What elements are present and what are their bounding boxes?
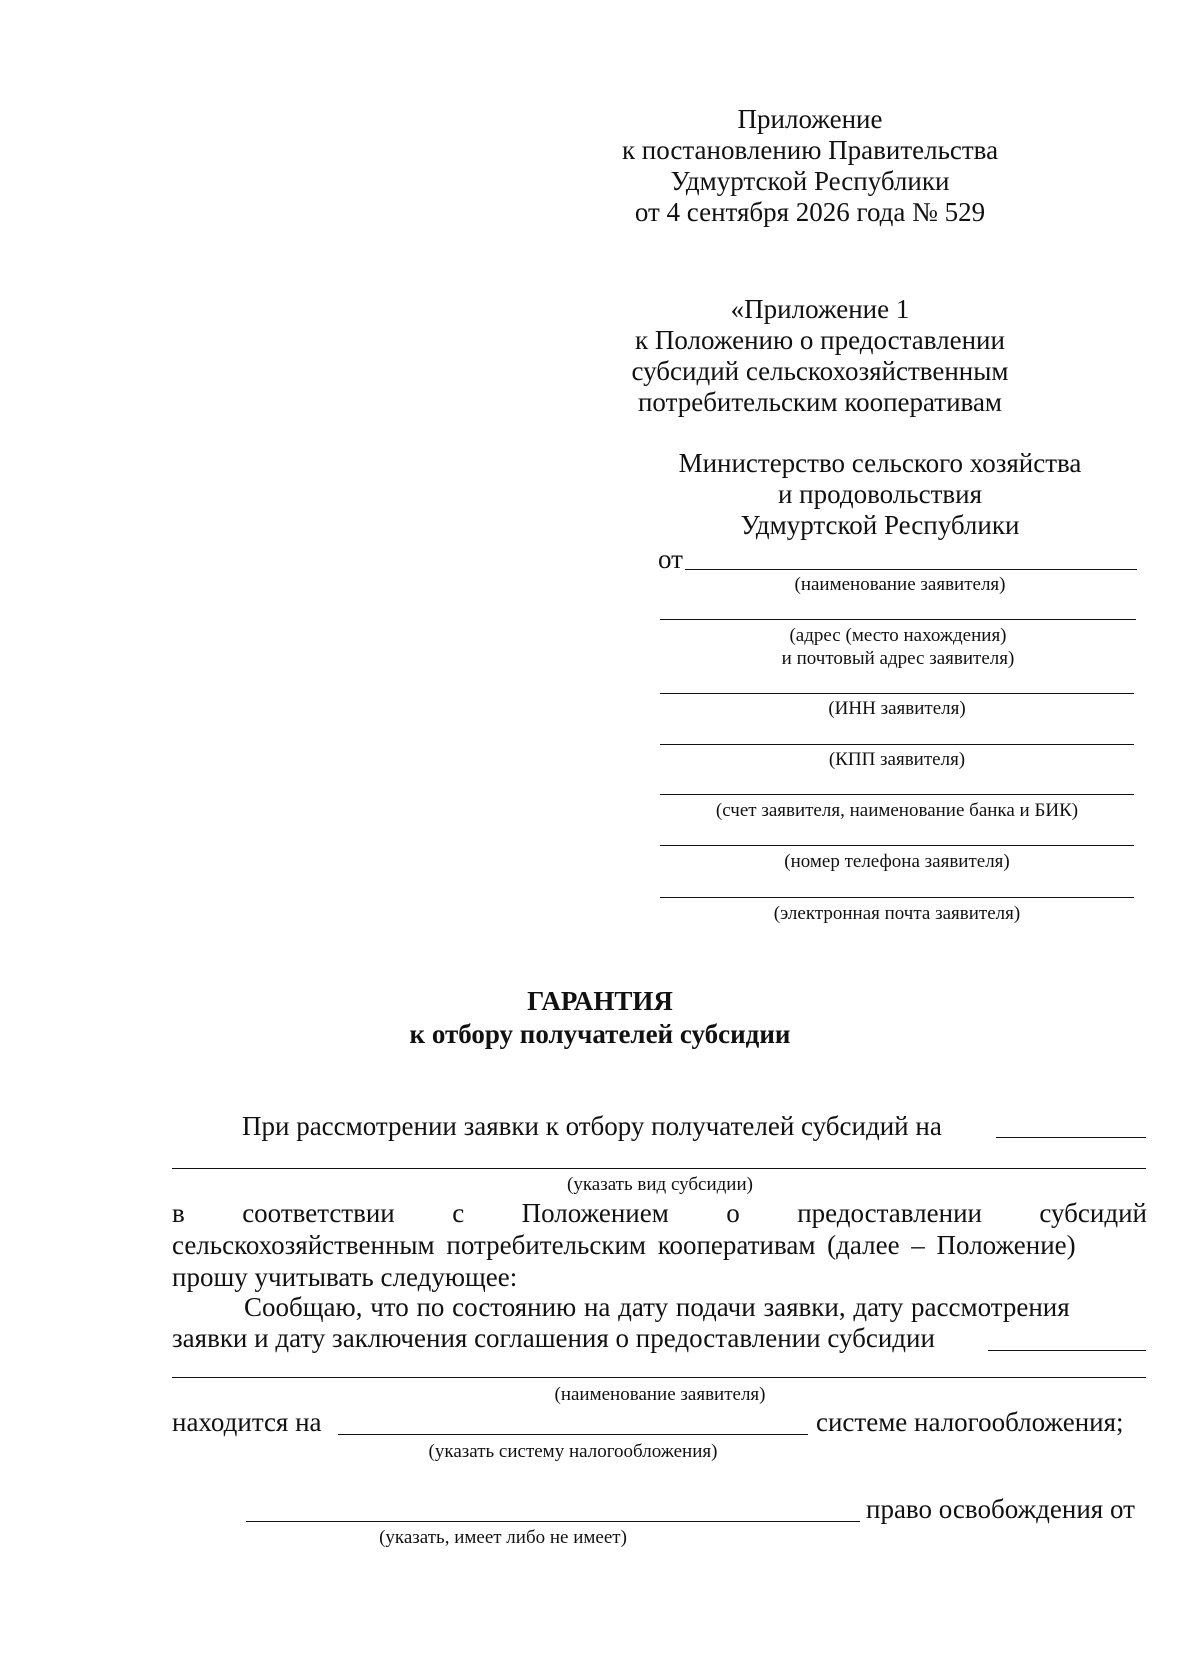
applicant-inn-caption: (ИНН заявителя) xyxy=(828,698,966,719)
word: предоставлении xyxy=(797,1198,982,1228)
applicant-inn-line[interactable] xyxy=(660,693,1134,694)
word: с xyxy=(452,1198,465,1228)
applicant-phone-caption: (номер телефона заявителя) xyxy=(784,851,1010,872)
tax-system-caption: (указать систему налогообложения) xyxy=(428,1441,718,1462)
applicant-name-line-end[interactable] xyxy=(988,1350,1146,1351)
applicant-account-caption: (счет заявителя, наименование банка и БИК) xyxy=(715,800,1079,821)
applicant-kpp-caption: (КПП заявителя) xyxy=(828,749,966,770)
tax-suffix: системе налогообложения; xyxy=(816,1407,1124,1437)
regulation-appendix-header xyxy=(610,294,1030,418)
applicant-name-caption: (наименование заявителя) xyxy=(794,574,1006,595)
paragraph-1-line-4: прошу учитывать следующее: xyxy=(172,1262,518,1292)
exemption-suffix: право освобождения от xyxy=(866,1494,1135,1524)
from-label: от xyxy=(658,544,683,574)
applicant-address-line[interactable] xyxy=(660,619,1136,620)
exemption-caption: (указать, имеет либо не имеет) xyxy=(379,1527,627,1548)
word: Положением xyxy=(521,1198,669,1228)
addressee-line-1: Министерство сельского хозяйства xyxy=(678,448,1082,478)
paragraph-2-line-1: Сообщаю, что по состоянию на дату подачи заявки, дату рассмотрения xyxy=(244,1292,1070,1322)
paragraph-2-line-2: заявки и дату заключения соглашения о предоставлении субсидии xyxy=(172,1323,935,1353)
header-line-4: от 4 сентября 2026 года № 529 xyxy=(634,197,986,227)
header-line-2: к постановлению Правительства xyxy=(621,135,999,165)
addressee-block xyxy=(640,448,1120,541)
applicant-name-line-body[interactable] xyxy=(172,1377,1146,1378)
paragraph-1-line-2 xyxy=(172,1198,1147,1229)
appendix-line-3: субсидий сельскохозяйственным xyxy=(631,356,1009,386)
header-line-3: Удмуртской Республики xyxy=(670,166,950,196)
applicant-email-line[interactable] xyxy=(660,897,1134,898)
paragraph-1-line-3: сельскохозяйственным потребительским кооперативам (далее – Положение) xyxy=(172,1230,1076,1260)
appendix-line-4: потребительским кооперативам xyxy=(637,387,1003,417)
applicant-account-line[interactable] xyxy=(660,794,1134,795)
applicant-phone-line[interactable] xyxy=(660,845,1134,846)
word: о xyxy=(726,1198,740,1228)
appendix-line-1: «Приложение 1 xyxy=(730,294,910,324)
addressee-line-3: Удмуртской Республики xyxy=(740,510,1020,540)
tax-prefix: находится на xyxy=(172,1407,322,1437)
address-caption-line-1: (адрес (место нахождения) xyxy=(789,625,1007,646)
document-subtitle: к отбору получателей субсидии xyxy=(409,1019,791,1049)
tax-system-line[interactable] xyxy=(338,1434,808,1435)
document-title: ГАРАНТИЯ xyxy=(527,986,673,1016)
subsidy-type-line[interactable] xyxy=(172,1168,1146,1169)
exemption-line[interactable] xyxy=(246,1521,860,1522)
applicant-kpp-line[interactable] xyxy=(660,744,1134,745)
applicant-email-caption: (электронная почта заявителя) xyxy=(773,903,1021,924)
header-line-1: Приложение xyxy=(737,104,883,134)
subsidy-type-caption: (указать вид субсидии) xyxy=(567,1174,753,1195)
applicant-name-line[interactable] xyxy=(685,569,1137,570)
applicant-address-caption xyxy=(660,624,1136,670)
resolution-appendix-header xyxy=(600,104,1020,228)
address-caption-line-2: и почтовый адрес заявителя) xyxy=(781,648,1015,669)
subsidy-type-line-end[interactable] xyxy=(996,1137,1146,1138)
word: субсидий xyxy=(1039,1198,1147,1228)
appendix-line-2: к Положению о предоставлении xyxy=(635,325,1005,355)
applicant-name-caption-body: (наименование заявителя) xyxy=(554,1384,766,1405)
word: в xyxy=(172,1198,185,1228)
word: соответствии xyxy=(242,1198,395,1228)
addressee-line-2: и продовольствия xyxy=(777,479,982,509)
paragraph-1-line-1: При рассмотрении заявки к отбору получателей субсидий на xyxy=(242,1111,942,1141)
